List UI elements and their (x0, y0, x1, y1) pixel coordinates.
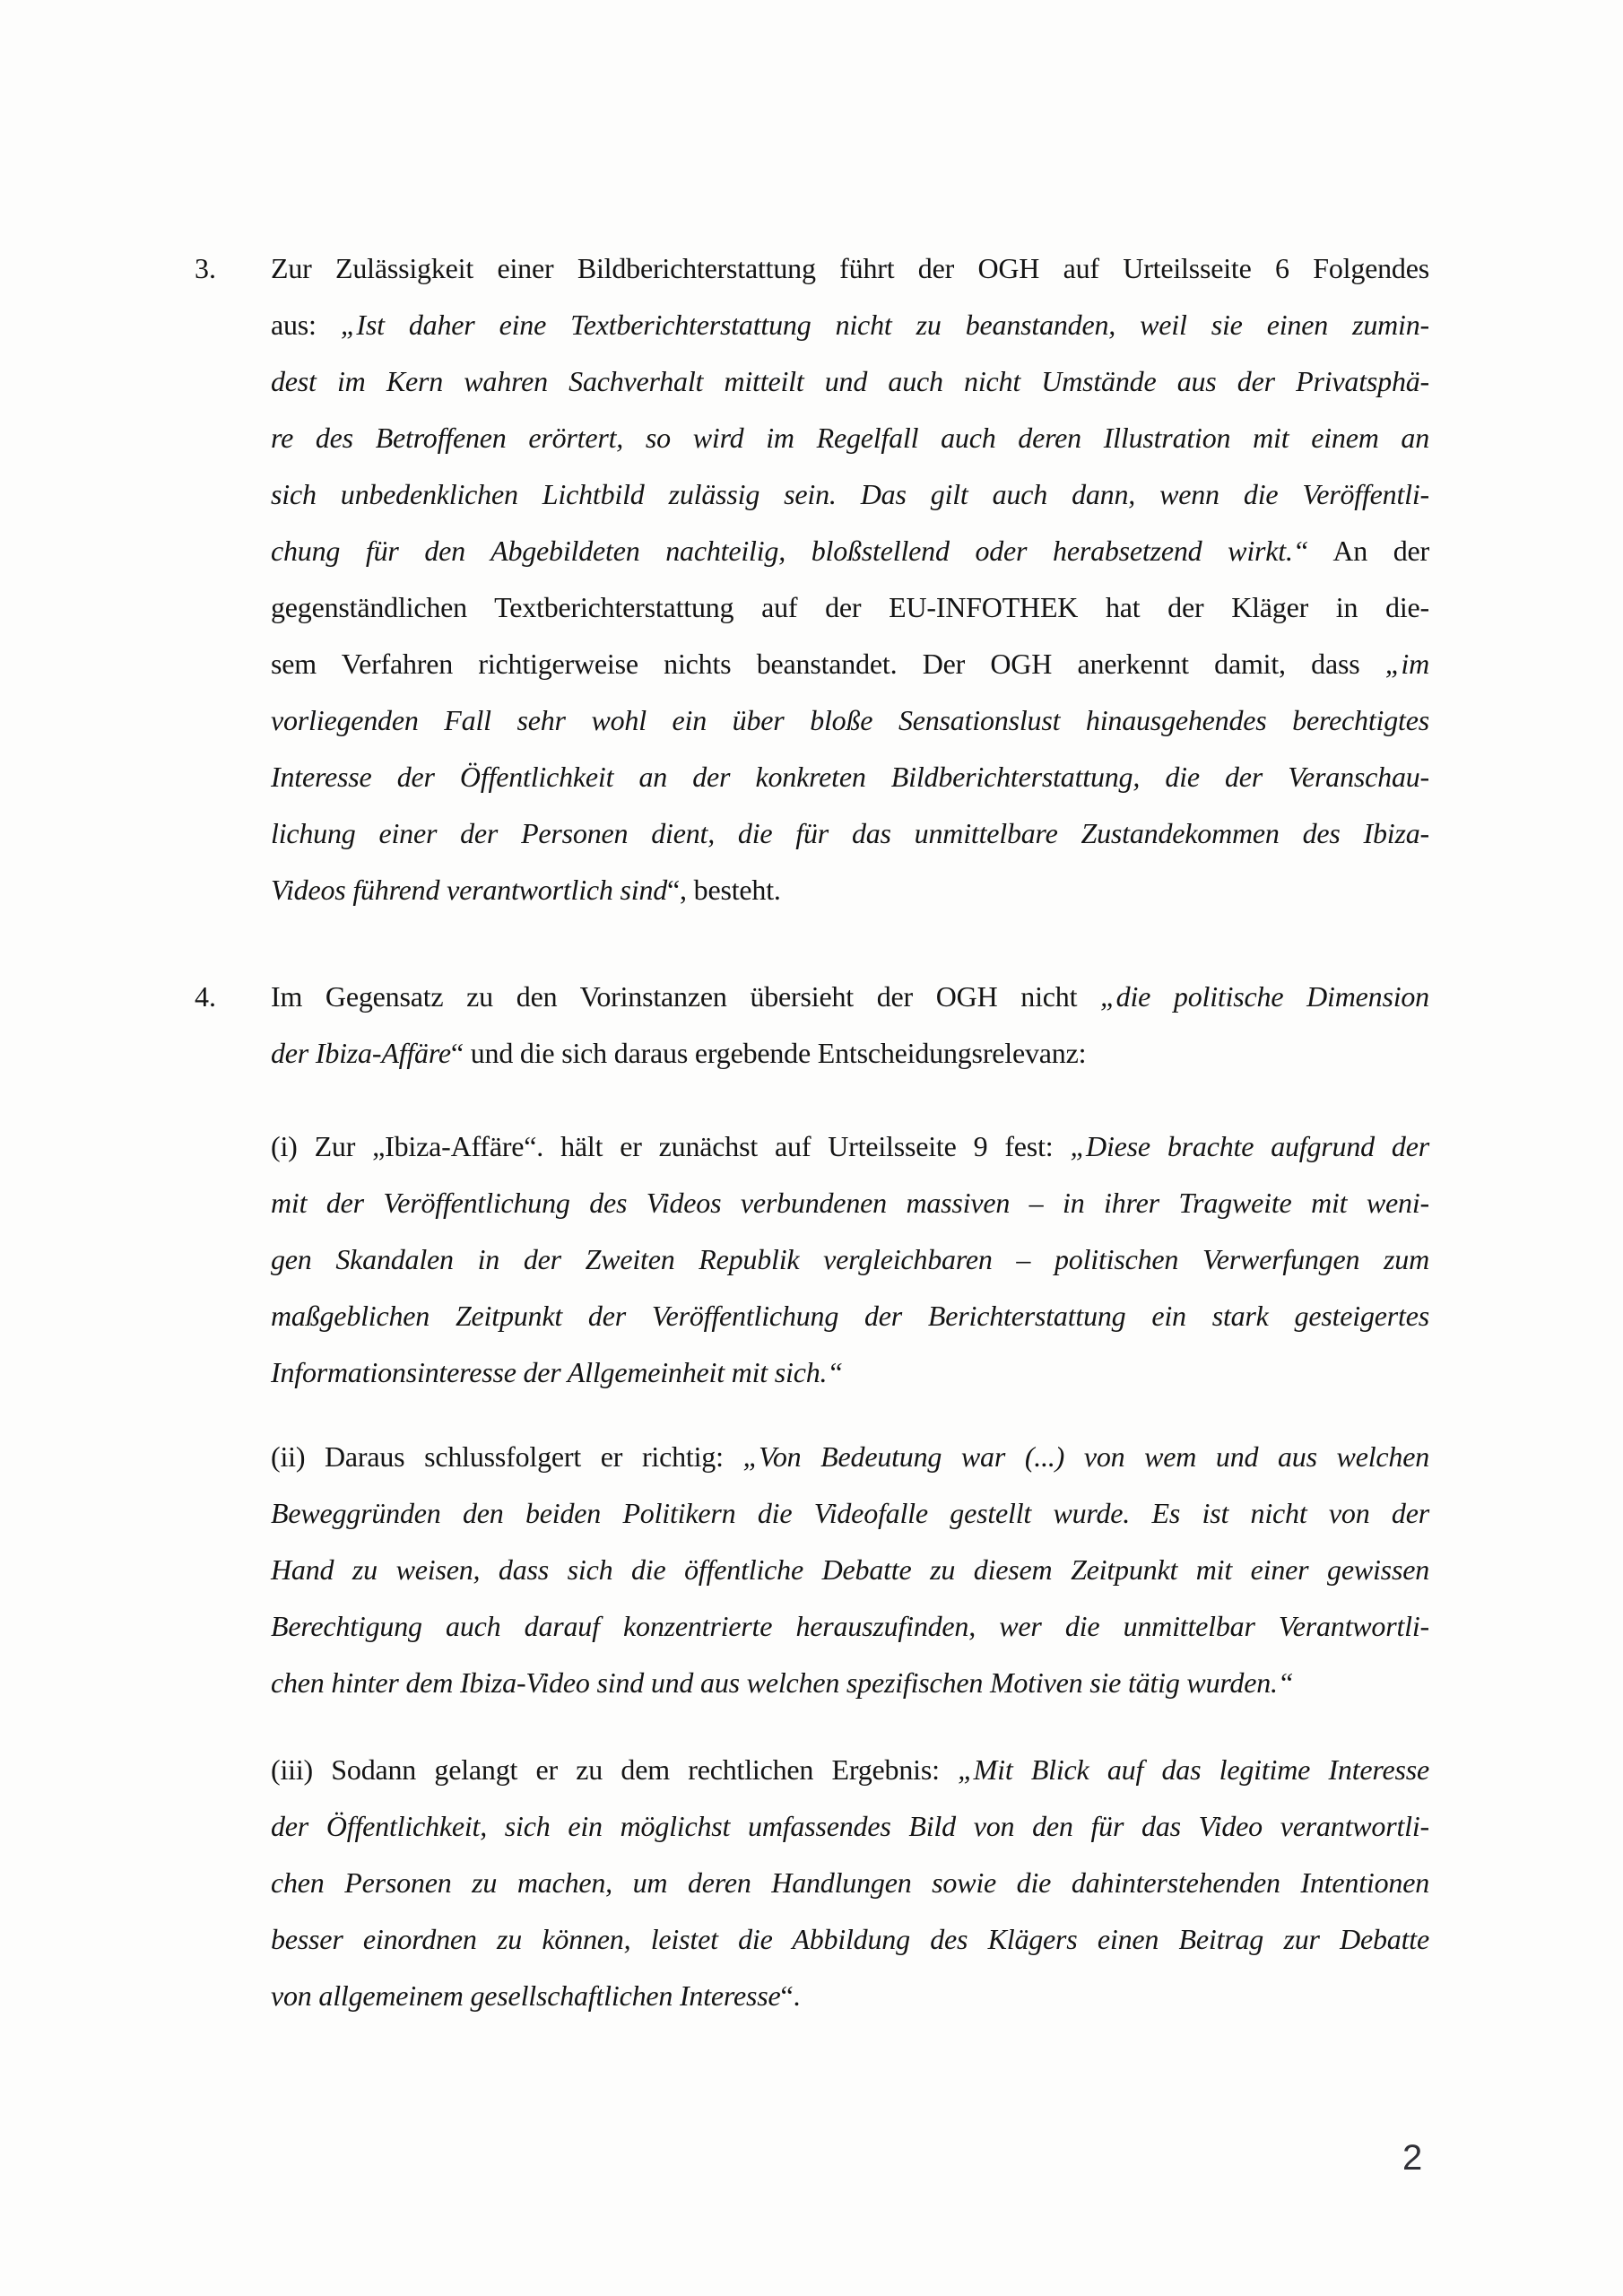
text-segment: (i) Zur „Ibiza-Affäre“. hält er zunächst auf Urteilsseite 9 fest: (271, 1130, 1071, 1162)
text-line (271, 1542, 1429, 1598)
paragraph-3 (195, 240, 1429, 918)
text-line (271, 805, 1429, 862)
text-line (271, 1655, 1429, 1711)
text-segment: “, besteht. (667, 874, 781, 906)
text-line (271, 1175, 1429, 1231)
text-line (271, 1485, 1429, 1542)
text-line (271, 240, 1429, 297)
subparagraph-iii-text (271, 1742, 1429, 2024)
text-segment: Videos führend verantwortlich sind (271, 874, 668, 906)
subparagraph-iii (195, 1742, 1429, 2024)
text-line (271, 1855, 1429, 1911)
page-number: 2 (1402, 2138, 1423, 2178)
text-segment: „Diese brachte aufgrund der (1070, 1130, 1429, 1162)
subparagraph-i (195, 1118, 1429, 1401)
text-line (271, 523, 1429, 579)
text-segment: (iii) Sodann gelangt er zu dem rechtlichen Ergebnis: (271, 1753, 959, 1786)
subparagraph-i-text (271, 1118, 1429, 1401)
text-segment: Interesse der Öffentlichkeit an der konkreten Bildberichterstattung, die der Veranschau- (271, 761, 1429, 793)
text-segment: (ii) Daraus schlussfolgert er richtig: (271, 1440, 743, 1473)
text-segment: „im (1384, 648, 1429, 680)
text-line (271, 1288, 1429, 1344)
text-segment: Beweggründen den beiden Politikern die Videofalle gestellt wurde. Es ist nicht von der (271, 1497, 1429, 1529)
text-segment: Informationsinteresse der Allgemeinheit mit sich.“ (271, 1356, 843, 1388)
text-line (271, 466, 1429, 523)
document-body (195, 240, 1429, 2024)
text-segment: Hand zu weisen, dass sich die öffentliche Debatte zu diesem Zeitpunkt mit einer gewissen (271, 1553, 1429, 1586)
text-line (271, 579, 1429, 636)
text-segment: gen Skandalen in der Zweiten Republik vergleichbaren – politischen Verwerfungen zum (271, 1243, 1429, 1275)
text-segment: „Ist daher eine Textberichterstattung nicht zu beanstanden, weil sie einen zumin- (340, 309, 1429, 341)
text-line (271, 410, 1429, 466)
text-segment: lichung einer der Personen dient, die für das unmittelbare Zustandekommen des Ibiza- (271, 817, 1429, 849)
text-line (271, 1742, 1429, 1798)
text-line (271, 1598, 1429, 1655)
subparagraph-ii-text (271, 1429, 1429, 1711)
text-segment: „die politische Dimension (1100, 980, 1429, 1013)
paragraph-3-number: 3. (195, 252, 216, 284)
paragraph-3-text (271, 240, 1429, 918)
text-segment: chen hinter dem Ibiza-Video sind und aus welchen spezifischen Motiven sie tätig wurden.“ (271, 1666, 1294, 1699)
text-segment: sem Verfahren richtigerweise nichts beanstandet. Der OGH anerkennt damit, dass (271, 648, 1385, 680)
text-line (271, 1798, 1429, 1855)
text-segment: chung für den Abgebildeten nachteilig, bloßstellend oder herabsetzend wirkt.“ (271, 535, 1309, 567)
text-line (271, 1911, 1429, 1968)
text-segment: dest im Kern wahren Sachverhalt mitteilt und auch nicht Umstände aus der Privatsphä- (271, 365, 1429, 397)
text-line (271, 1025, 1429, 1082)
text-line (271, 692, 1429, 749)
text-segment: mit der Veröffentlichung des Videos verbundenen massiven – in ihrer Tragweite mit weni- (271, 1187, 1429, 1219)
text-line (271, 749, 1429, 805)
text-line (271, 353, 1429, 410)
text-line (271, 1118, 1429, 1175)
subparagraph-ii (195, 1429, 1429, 1711)
text-segment: chen Personen zu machen, um deren Handlungen sowie die dahinterstehenden Intentionen (271, 1866, 1429, 1899)
text-line (271, 297, 1429, 353)
text-segment: von allgemeinem gesellschaftlichen Interesse (271, 1979, 781, 2012)
text-segment: aus: (271, 309, 341, 341)
text-segment: sich unbedenklichen Lichtbild zulässig sein. Das gilt auch dann, wenn die Veröffentli- (271, 478, 1429, 510)
text-line (271, 969, 1429, 1025)
text-line (271, 862, 1429, 918)
text-segment: vorliegenden Fall sehr wohl ein über bloße Sensationslust hinausgehendes berechtigtes (271, 704, 1429, 736)
text-line (271, 1968, 1429, 2024)
text-segment: „Von Bedeutung war (...) von wem und aus welchen (742, 1440, 1429, 1473)
text-segment: “ und die sich daraus ergebende Entscheidungsrelevanz: (450, 1037, 1087, 1069)
text-segment: Zur Zulässigkeit einer Bildberichterstattung führt der OGH auf Urteilsseite 6 Folgendes (271, 252, 1429, 284)
text-line (271, 1429, 1429, 1485)
text-segment: re des Betroffenen erörtert, so wird im Regelfall auch deren Illustration mit einem an (271, 422, 1429, 454)
paragraph-4-number: 4. (195, 980, 216, 1013)
text-line (271, 636, 1429, 692)
text-segment: maßgeblichen Zeitpunkt der Veröffentlichung der Berichterstattung ein stark gesteigertes (271, 1300, 1429, 1332)
text-line (271, 1231, 1429, 1288)
text-segment: Berechtigung auch darauf konzentrierte herauszufinden, wer die unmittelbar Verantwortli- (271, 1610, 1429, 1642)
paragraph-4 (195, 969, 1429, 1082)
text-segment: Im Gegensatz zu den Vorinstanzen übersieht der OGH nicht (271, 980, 1101, 1013)
text-segment: gegenständlichen Textberichterstattung auf der EU-INFOTHEK hat der Kläger in die- (271, 591, 1429, 623)
text-segment: besser einordnen zu können, leistet die Abbildung des Klägers einen Beitrag zur Debatte (271, 1923, 1429, 1955)
text-segment: An der (1308, 535, 1429, 567)
text-segment: „Mit Blick auf das legitime Interesse (958, 1753, 1429, 1786)
text-line (271, 1344, 1429, 1401)
paragraph-4-text (271, 969, 1429, 1082)
text-segment: der Ibiza-Affäre (271, 1037, 451, 1069)
text-segment: der Öffentlichkeit, sich ein möglichst umfassendes Bild von den für das Video verantwortli- (271, 1810, 1429, 1842)
text-segment: “. (780, 1979, 801, 2012)
